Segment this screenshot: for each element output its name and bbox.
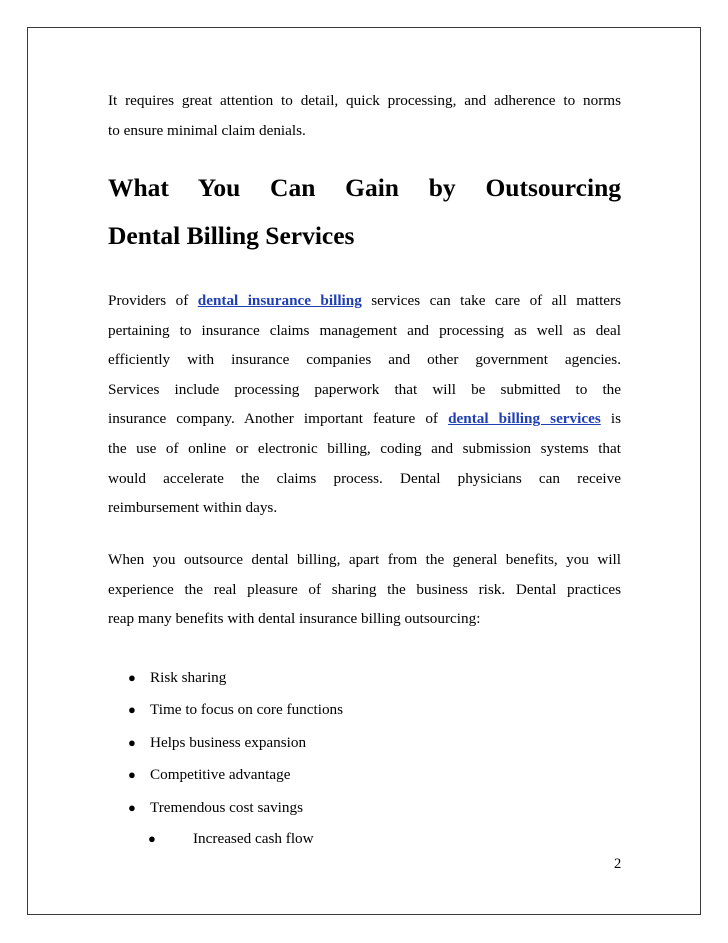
heading-line: What You Can Gain by Outsourcing	[108, 173, 621, 202]
outsource-paragraph	[108, 545, 621, 634]
list-item	[126, 759, 343, 791]
list-item	[126, 694, 343, 726]
dental-insurance-billing-link[interactable]: dental insurance billing	[197, 292, 362, 309]
intro-line: to ensure minimal claim denials.	[108, 121, 306, 139]
page-number: 2	[614, 856, 622, 872]
list-item-label: Increased cash flow	[193, 830, 314, 847]
intro-paragraph	[108, 86, 621, 145]
paragraph-line: reap many benefits with dental insurance billing outsourcing:	[108, 610, 481, 628]
text-segment: services can take care of all matters	[371, 292, 622, 309]
paragraph-line: experience the real pleasure of sharing the business risk. Dental practices	[108, 580, 621, 598]
bullet-icon: ●	[128, 799, 136, 815]
bullet-icon: ●	[148, 831, 156, 846]
paragraph-line: When you outsource dental billing, apart from the general benefits, you will	[108, 551, 621, 568]
bullet-icon: ●	[128, 734, 136, 750]
intro-line: It requires great attention to detail, quick processing, and adherence to norms	[108, 92, 621, 109]
sub-benefits-list	[148, 824, 314, 854]
text-segment: insurance company. Another important feature of	[108, 410, 438, 428]
benefits-list	[126, 662, 343, 824]
text-segment: Providers of	[108, 292, 189, 309]
list-item	[126, 727, 343, 759]
bullet-icon: ●	[128, 767, 136, 783]
heading-line: Dental Billing Services	[108, 221, 355, 250]
dental-billing-services-link[interactable]: dental billing services	[448, 410, 601, 428]
list-item-label: Risk sharing	[150, 669, 227, 686]
paragraph-line	[108, 286, 621, 316]
list-item-label: Competitive advantage	[150, 766, 291, 784]
list-item-label: Time to focus on core functions	[150, 701, 344, 719]
list-item	[126, 792, 343, 824]
paragraph-line	[108, 404, 621, 434]
bullet-icon: ●	[128, 670, 136, 685]
paragraph-line: the use of online or electronic billing, coding and submission systems that	[108, 439, 621, 457]
text-segment: is	[610, 410, 622, 428]
list-item-label: Helps business expansion	[150, 733, 307, 751]
paragraph-line: would accelerate the claims process. Dental physicians can receive	[108, 469, 621, 487]
list-item	[126, 662, 343, 694]
list-item-label: Tremendous cost savings	[150, 798, 304, 816]
paragraph-line: efficiently with insurance companies and other government agencies.	[108, 351, 621, 369]
list-item	[148, 824, 314, 854]
bullet-icon: ●	[128, 702, 136, 718]
paragraph-line: reimbursement within days.	[108, 499, 278, 517]
paragraph-line: pertaining to insurance claims management and processing as well as deal	[108, 321, 621, 339]
section-heading	[108, 164, 621, 260]
providers-paragraph	[108, 286, 621, 523]
paragraph-line: Services include processing paperwork that will be submitted to the	[108, 380, 621, 398]
